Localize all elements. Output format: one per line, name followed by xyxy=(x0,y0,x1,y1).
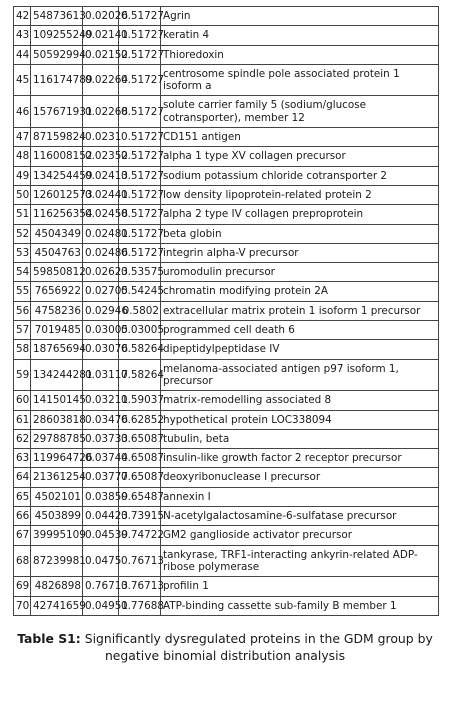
p-value-cell: 0.02481 xyxy=(83,224,119,243)
table-row xyxy=(14,128,439,147)
row-index-cell: 47 xyxy=(14,128,31,147)
gi-number-cell: 39995109 xyxy=(31,526,83,545)
p-value-cell: 0.03005 xyxy=(83,321,119,340)
q-value-cell: 0.51727 xyxy=(119,166,161,185)
table-row xyxy=(14,185,439,204)
row-index-cell: 61 xyxy=(14,410,31,429)
protein-name-cell: alpha 2 type IV collagen preproprotein xyxy=(161,205,439,224)
row-index-cell: 62 xyxy=(14,429,31,448)
p-value-cell: 0.02152 xyxy=(83,45,119,64)
table-row xyxy=(14,224,439,243)
table-row xyxy=(14,526,439,545)
protein-name-cell: sodium potassium chloride cotransporter 2 xyxy=(161,166,439,185)
q-value-cell: 0.73915 xyxy=(119,507,161,526)
p-value-cell: 0.02441 xyxy=(83,185,119,204)
q-value-cell: 0.51727 xyxy=(119,147,161,166)
row-index-cell: 55 xyxy=(14,282,31,301)
protein-name-cell: Thioredoxin xyxy=(161,45,439,64)
protein-name-cell: chromatin modifying protein 2A xyxy=(161,282,439,301)
table-row xyxy=(14,282,439,301)
table-row xyxy=(14,468,439,487)
protein-name-cell: profilin 1 xyxy=(161,577,439,596)
q-value-cell: 0.76713 xyxy=(119,577,161,596)
q-value-cell: 0.65487 xyxy=(119,487,161,506)
gi-number-cell: 28603818 xyxy=(31,410,83,429)
row-index-cell: 54 xyxy=(14,263,31,282)
table-row xyxy=(14,359,439,391)
protein-name-cell: uromodulin precursor xyxy=(161,263,439,282)
q-value-cell: 0.51727 xyxy=(119,224,161,243)
gi-number-cell: 116008152 xyxy=(31,147,83,166)
p-value-cell: 0.03733 xyxy=(83,429,119,448)
row-index-cell: 43 xyxy=(14,26,31,45)
gi-number-cell: 157671931 xyxy=(31,96,83,128)
row-index-cell: 66 xyxy=(14,507,31,526)
p-value-cell: 0.03859 xyxy=(83,487,119,506)
p-value-cell: 0.02486 xyxy=(83,243,119,262)
p-value-cell: 0.02264 xyxy=(83,64,119,96)
gi-number-cell: 126012573 xyxy=(31,185,83,204)
p-value-cell: 0.0475 xyxy=(83,545,119,577)
q-value-cell: 0.65087 xyxy=(119,468,161,487)
row-index-cell: 56 xyxy=(14,301,31,320)
row-index-cell: 70 xyxy=(14,596,31,615)
row-index-cell: 45 xyxy=(14,64,31,96)
table-row xyxy=(14,545,439,577)
p-value-cell: 0.04539 xyxy=(83,526,119,545)
table-row xyxy=(14,26,439,45)
p-value-cell: 0.02413 xyxy=(83,166,119,185)
p-value-cell: 0.02705 xyxy=(83,282,119,301)
p-value-cell: 0.02026 xyxy=(83,7,119,26)
protein-name-cell: keratin 4 xyxy=(161,26,439,45)
gi-number-cell: 14150145 xyxy=(31,391,83,410)
p-value-cell: 0.03076 xyxy=(83,340,119,359)
gi-number-cell: 109255249 xyxy=(31,26,83,45)
gi-number-cell: 4502101 xyxy=(31,487,83,506)
q-value-cell: 0.51727 xyxy=(119,205,161,224)
q-value-cell: 0.51727 xyxy=(119,26,161,45)
table-row xyxy=(14,243,439,262)
table-row xyxy=(14,507,439,526)
p-value-cell: 0.02458 xyxy=(83,205,119,224)
table-row xyxy=(14,340,439,359)
p-value-cell: 0.02623 xyxy=(83,263,119,282)
protein-name-cell: insulin-like growth factor 2 receptor precursor xyxy=(161,449,439,468)
gi-number-cell: 4503899 xyxy=(31,507,83,526)
q-value-cell: 0.74722 xyxy=(119,526,161,545)
protein-name-cell: melanoma-associated antigen p97 isoform 1, precursor xyxy=(161,359,439,391)
protein-name-cell: N-acetylgalactosamine-6-sulfatase precursor xyxy=(161,507,439,526)
table-row xyxy=(14,64,439,96)
p-value-cell: 0.03476 xyxy=(83,410,119,429)
gi-number-cell: 116256354 xyxy=(31,205,83,224)
q-value-cell: 0.58264 xyxy=(119,359,161,391)
q-value-cell: 0.76713 xyxy=(119,545,161,577)
row-index-cell: 51 xyxy=(14,205,31,224)
gi-number-cell: 4504349 xyxy=(31,224,83,243)
caption-text: Significantly dysregulated proteins in the GDM group by negative binomial distribution analysis xyxy=(80,631,433,663)
gi-number-cell: 21361254 xyxy=(31,468,83,487)
table-row xyxy=(14,429,439,448)
q-value-cell: 0.03005 xyxy=(119,321,161,340)
q-value-cell: 0.51727 xyxy=(119,243,161,262)
p-value-cell: 0.04423 xyxy=(83,507,119,526)
row-index-cell: 52 xyxy=(14,224,31,243)
p-value-cell: 0.02946 xyxy=(83,301,119,320)
gi-number-cell: 42741659 xyxy=(31,596,83,615)
protein-name-cell: programmed cell death 6 xyxy=(161,321,439,340)
table-row xyxy=(14,7,439,26)
gi-number-cell: 4826898 xyxy=(31,577,83,596)
protein-name-cell: Agrin xyxy=(161,7,439,26)
row-index-cell: 57 xyxy=(14,321,31,340)
row-index-cell: 53 xyxy=(14,243,31,262)
table-row xyxy=(14,166,439,185)
protein-name-cell: alpha 1 type XV collagen precursor xyxy=(161,147,439,166)
table-row xyxy=(14,596,439,615)
table-row xyxy=(14,205,439,224)
table-row xyxy=(14,96,439,128)
protein-name-cell: centrosome spindle pole associated protein 1 isoform a xyxy=(161,64,439,96)
q-value-cell: 0.77688 xyxy=(119,596,161,615)
q-value-cell: 0.51727 xyxy=(119,128,161,147)
gi-number-cell: 119964726 xyxy=(31,449,83,468)
protein-name-cell: deoxyribonuclease I precursor xyxy=(161,468,439,487)
table-row xyxy=(14,487,439,506)
row-index-cell: 50 xyxy=(14,185,31,204)
table-caption xyxy=(0,630,450,664)
row-index-cell: 65 xyxy=(14,487,31,506)
p-value-cell: 0.03744 xyxy=(83,449,119,468)
gi-number-cell: 59850812 xyxy=(31,263,83,282)
protein-name-cell: GM2 ganglioside activator precursor xyxy=(161,526,439,545)
gi-number-cell: 134244281 xyxy=(31,359,83,391)
gi-number-cell: 29788785 xyxy=(31,429,83,448)
row-index-cell: 63 xyxy=(14,449,31,468)
protein-table xyxy=(13,6,439,616)
gi-number-cell: 4758236 xyxy=(31,301,83,320)
q-value-cell: 0.53575 xyxy=(119,263,161,282)
q-value-cell: 0.62852 xyxy=(119,410,161,429)
row-index-cell: 49 xyxy=(14,166,31,185)
p-value-cell: 0.03117 xyxy=(83,359,119,391)
protein-name-cell: solute carrier family 5 (sodium/glucose cotransporter), member 12 xyxy=(161,96,439,128)
table-row xyxy=(14,321,439,340)
protein-name-cell: CD151 antigen xyxy=(161,128,439,147)
table-row xyxy=(14,391,439,410)
gi-number-cell: 87159824 xyxy=(31,128,83,147)
q-value-cell: 0.58264 xyxy=(119,340,161,359)
q-value-cell: 0.59037 xyxy=(119,391,161,410)
table-row xyxy=(14,410,439,429)
gi-number-cell: 54873613 xyxy=(31,7,83,26)
protein-name-cell: low density lipoprotein-related protein 2 xyxy=(161,185,439,204)
row-index-cell: 46 xyxy=(14,96,31,128)
gi-number-cell: 18765694 xyxy=(31,340,83,359)
gi-number-cell: 4504763 xyxy=(31,243,83,262)
gi-number-cell: 87239981 xyxy=(31,545,83,577)
table-row xyxy=(14,45,439,64)
p-value-cell: 0.76713 xyxy=(83,577,119,596)
row-index-cell: 64 xyxy=(14,468,31,487)
protein-name-cell: extracellular matrix protein 1 isoform 1 precursor xyxy=(161,301,439,320)
row-index-cell: 59 xyxy=(14,359,31,391)
row-index-cell: 60 xyxy=(14,391,31,410)
gi-number-cell: 7019485 xyxy=(31,321,83,340)
p-value-cell: 0.0231 xyxy=(83,128,119,147)
q-value-cell: 0.51727 xyxy=(119,64,161,96)
protein-name-cell: annexin I xyxy=(161,487,439,506)
protein-name-cell: beta globin xyxy=(161,224,439,243)
q-value-cell: 0.5802 xyxy=(119,301,161,320)
row-index-cell: 42 xyxy=(14,7,31,26)
p-value-cell: 0.02352 xyxy=(83,147,119,166)
row-index-cell: 67 xyxy=(14,526,31,545)
p-value-cell: 0.02268 xyxy=(83,96,119,128)
gi-number-cell: 7656922 xyxy=(31,282,83,301)
row-index-cell: 68 xyxy=(14,545,31,577)
q-value-cell: 0.54245 xyxy=(119,282,161,301)
protein-name-cell: tankyrase, TRF1-interacting ankyrin-related ADP-ribose polymerase xyxy=(161,545,439,577)
q-value-cell: 0.65087 xyxy=(119,429,161,448)
gi-number-cell: 50592994 xyxy=(31,45,83,64)
table-row xyxy=(14,449,439,468)
protein-name-cell: ATP-binding cassette sub-family B member 1 xyxy=(161,596,439,615)
gi-number-cell: 134254459 xyxy=(31,166,83,185)
protein-name-cell: matrix-remodelling associated 8 xyxy=(161,391,439,410)
row-index-cell: 69 xyxy=(14,577,31,596)
row-index-cell: 48 xyxy=(14,147,31,166)
table-row xyxy=(14,577,439,596)
q-value-cell: 0.51727 xyxy=(119,185,161,204)
q-value-cell: 0.51727 xyxy=(119,45,161,64)
gi-number-cell: 116174789 xyxy=(31,64,83,96)
p-value-cell: 0.03777 xyxy=(83,468,119,487)
protein-name-cell: dipeptidylpeptidase IV xyxy=(161,340,439,359)
row-index-cell: 44 xyxy=(14,45,31,64)
table-row xyxy=(14,301,439,320)
table-row xyxy=(14,147,439,166)
q-value-cell: 0.51727 xyxy=(119,96,161,128)
protein-name-cell: integrin alpha-V precursor xyxy=(161,243,439,262)
protein-table-body xyxy=(14,7,439,616)
p-value-cell: 0.02141 xyxy=(83,26,119,45)
protein-name-cell: hypothetical protein LOC338094 xyxy=(161,410,439,429)
row-index-cell: 58 xyxy=(14,340,31,359)
q-value-cell: 0.51727 xyxy=(119,7,161,26)
p-value-cell: 0.04951 xyxy=(83,596,119,615)
caption-label: Table S1: xyxy=(17,631,81,646)
p-value-cell: 0.03211 xyxy=(83,391,119,410)
q-value-cell: 0.65087 xyxy=(119,449,161,468)
table-row xyxy=(14,263,439,282)
protein-name-cell: tubulin, beta xyxy=(161,429,439,448)
